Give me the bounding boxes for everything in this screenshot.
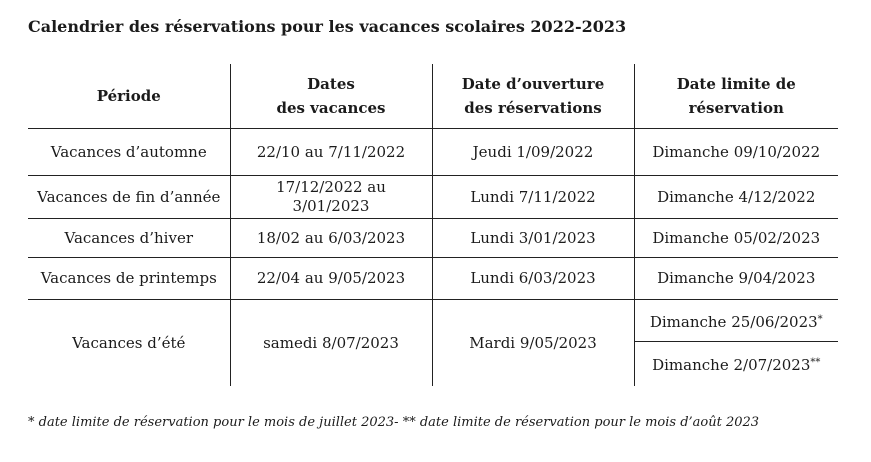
header-periode — [28, 64, 230, 129]
cell-dates-line2: 3/01/2023 — [292, 197, 370, 215]
header-periode-label: Période — [96, 87, 161, 105]
header-limite-line1: Date limite de — [676, 75, 796, 93]
header-dates-line1: Dates — [307, 75, 355, 93]
cell-limite-aout-text: Dimanche 2/07/2023 — [652, 356, 811, 374]
cell-periode: Vacances d’été — [28, 300, 230, 387]
header-limite-line2: réservation — [688, 99, 784, 117]
table-header-row — [28, 64, 838, 129]
cell-ouverture: Lundi 3/01/2023 — [432, 219, 634, 258]
cell-limite: Dimanche 9/04/2023 — [634, 258, 838, 300]
footnote-mark-single: * — [817, 313, 823, 325]
table-row — [28, 129, 838, 176]
header-ouverture — [432, 64, 634, 129]
cell-ouverture: Lundi 6/03/2023 — [432, 258, 634, 300]
cell-dates: 22/10 au 7/11/2022 — [230, 129, 432, 176]
cell-limite-aout — [634, 342, 838, 387]
header-limite — [634, 64, 838, 129]
table-row — [28, 300, 838, 342]
cell-dates-line1: 17/12/2022 au — [276, 178, 386, 196]
cell-ouverture: Lundi 7/11/2022 — [432, 176, 634, 219]
cell-ouverture: Jeudi 1/09/2022 — [432, 129, 634, 176]
table-row — [28, 258, 838, 300]
table-row — [28, 176, 838, 219]
cell-periode: Vacances de fin d’année — [28, 176, 230, 219]
header-ouverture-line2: des réservations — [464, 99, 602, 117]
cell-limite: Dimanche 09/10/2022 — [634, 129, 838, 176]
table-row — [28, 219, 838, 258]
cell-dates: samedi 8/07/2023 — [230, 300, 432, 387]
cell-dates — [230, 176, 432, 219]
cell-periode: Vacances d’automne — [28, 129, 230, 176]
footnote-mark-double: ** — [810, 357, 821, 368]
cell-dates: 18/02 au 6/03/2023 — [230, 219, 432, 258]
footnote: * date limite de réservation pour le mois de juillet 2023- ** date limite de réservation pour le mois d’août 2023 — [28, 415, 760, 430]
header-dates-line2: des vacances — [276, 99, 386, 117]
cell-dates: 22/04 au 9/05/2023 — [230, 258, 432, 300]
page-title: Calendrier des réservations pour les vacances scolaires 2022-2023 — [28, 17, 627, 36]
cell-limite-juillet-text: Dimanche 25/06/2023 — [649, 312, 818, 331]
cell-periode: Vacances de printemps — [28, 258, 230, 300]
header-dates — [230, 64, 432, 129]
cell-ouverture: Mardi 9/05/2023 — [432, 300, 634, 387]
cell-periode: Vacances d’hiver — [28, 219, 230, 258]
cell-limite-juillet — [634, 300, 838, 342]
cell-limite: Dimanche 4/12/2022 — [634, 176, 838, 219]
header-ouverture-line1: Date d’ouverture — [461, 75, 605, 93]
reservations-table — [28, 64, 838, 386]
cell-limite: Dimanche 05/02/2023 — [634, 219, 838, 258]
